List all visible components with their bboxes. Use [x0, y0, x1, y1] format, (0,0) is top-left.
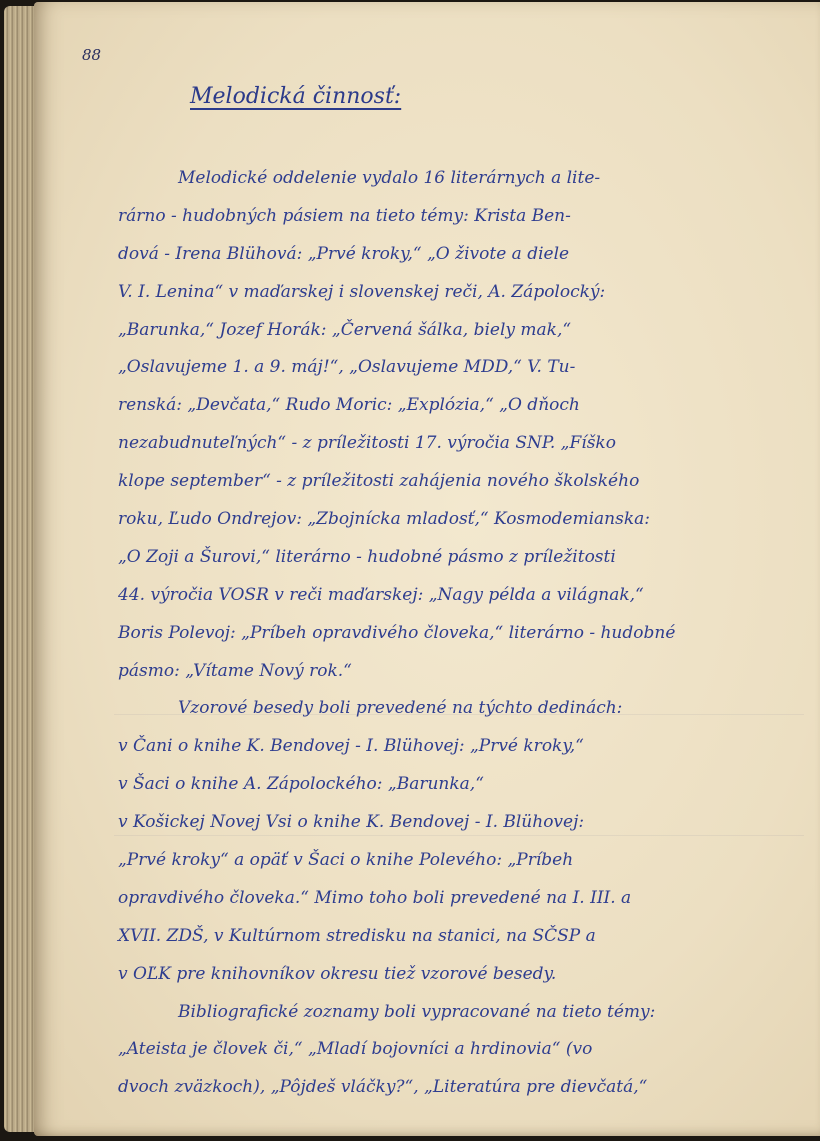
text-line: V. I. Lenina“ v maďarskej i slovenskej reči, A. Zápolocký:	[118, 281, 606, 302]
page-number: 88	[82, 46, 102, 64]
text-line: Melodické oddelenie vydalo 16 literárnych a lite-	[178, 168, 601, 188]
text-line: pásmo: „Vítame Nový rok.“	[118, 660, 352, 681]
section-title: Melodická činnosť:	[190, 84, 402, 109]
text-line: klope september“ - z príležitosti zahájenia nového školského	[118, 471, 640, 492]
text-line: Bibliografické zoznamy boli vypracované na tieto témy:	[178, 1001, 656, 1022]
text-line: „Oslavujeme 1. a 9. máj!“, „Oslavujeme MDD,“ V. Tu-	[118, 357, 576, 378]
text-line: dová - Irena Blühová: „Prvé kroky,“ „O živote a diele	[118, 243, 570, 264]
text-line: v Košickej Novej Vsi o knihe K. Bendovej - I. Blühovej:	[118, 812, 585, 833]
text-line: dvoch zväzkoch), „Pôjdeš vláčky?“, „Literatúra pre dievčatá,“	[118, 1077, 648, 1098]
text-line: nezabudnuteľných“ - z príležitosti 17. výročia SNP. „Fíško	[118, 433, 616, 454]
text-line: Boris Polevoj: „Príbeh opravdivého človeka,“ literárno - hudobné	[118, 622, 676, 643]
text-line: v Šaci o knihe A. Zápolockého: „Barunka,“	[118, 774, 484, 795]
text-line: opravdivého človeka.“ Mimo toho boli prevedené na I. III. a	[118, 887, 632, 908]
text-line: XVII. ZDŠ, v Kultúrnom stredisku na stanici, na SČSP a	[118, 925, 596, 946]
text-line: roku, Ľudo Ondrejov: „Zbojnícka mladosť,“ Kosmodemianska:	[118, 509, 651, 530]
text-line: Vzorové besedy boli prevedené na týchto dedinách:	[178, 698, 623, 719]
text-line: rárno - hudobných pásiem na tieto témy: Krista Ben-	[118, 205, 571, 226]
text-line: v Čani o knihe K. Bendovej - I. Blühovej: „Prvé kroky,“	[118, 736, 584, 757]
text-line: „Ateista je človek či,“ „Mladí bojovníci a hrdinovia“ (vo	[118, 1039, 593, 1060]
text-line: „Barunka,“ Jozef Horák: „Červená šálka, biely mak,“	[118, 319, 572, 340]
text-line: „O Zoji a Šurovi,“ literárno - hudobné pásmo z príležitosti	[118, 546, 616, 567]
text-line: 44. výročia VOSR v reči maďarskej: „Nagy példa a világnak,“	[118, 584, 644, 605]
text-line: v OĽK pre knihovníkov okresu tiež vzorové besedy.	[118, 963, 557, 984]
text-line: renská: „Devčata,“ Rudo Moric: „Explózia,“ „O dňoch	[118, 395, 580, 416]
handwritten-body	[118, 160, 768, 1107]
text-line: „Prvé kroky“ a opäť v Šaci o knihe Polevého: „Príbeh	[118, 850, 574, 871]
